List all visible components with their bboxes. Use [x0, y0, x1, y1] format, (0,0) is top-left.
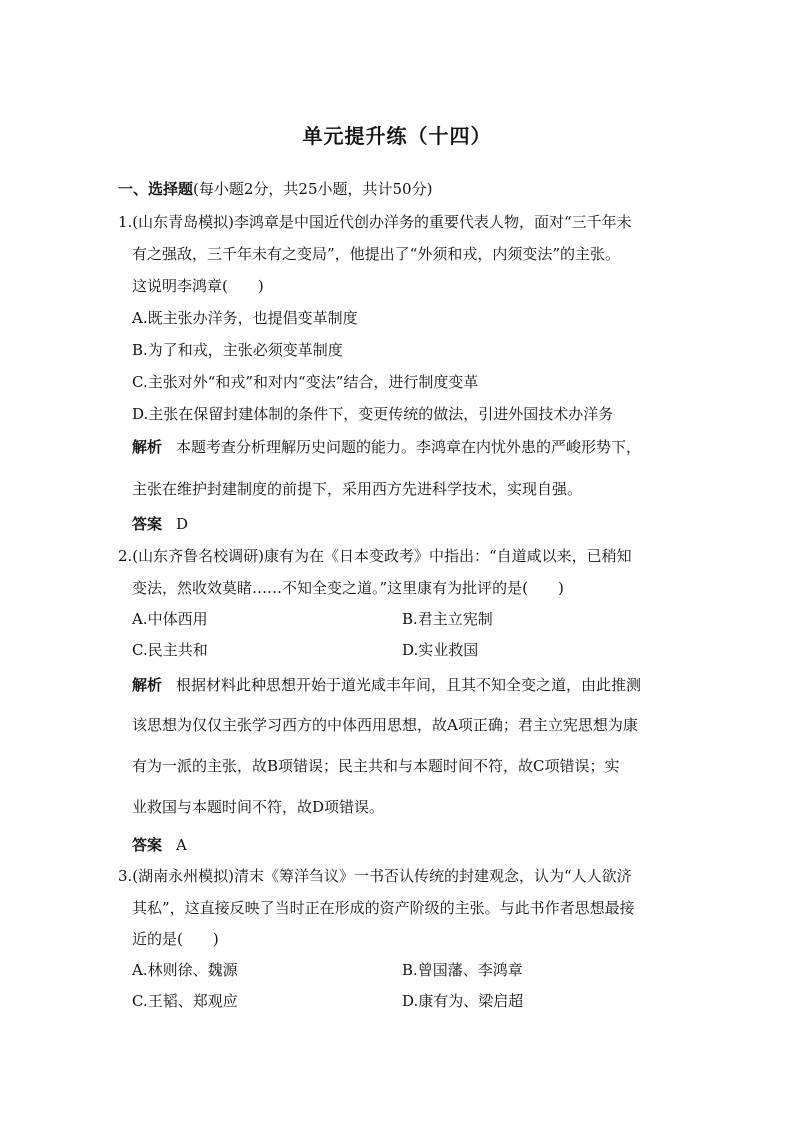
q2-analysis-line-3: 有为一派的主张，故B项错误；民主共和与本题时间不符，故C项错误；实	[132, 757, 620, 775]
q1-stem-line-3: 这说明李鸿章( )	[132, 277, 264, 295]
section-heading-note: (每小题2分，共25小题，共计50分)	[193, 180, 433, 198]
q3-stem-line-3: 近的是( )	[132, 930, 219, 948]
q1-stem-line-1: 1.(山东青岛模拟)李鸿章是中国近代创办洋务的重要代表人物，面对“三千年未	[118, 213, 632, 231]
q1-option-b: B.为了和戎，主张必须变革制度	[132, 341, 343, 359]
q2-analysis-line-1	[132, 675, 641, 695]
q2-option-a: A.中体西用	[132, 610, 208, 628]
page-title: 单元提升练（十四）	[302, 124, 492, 148]
q1-option-a: A.既主张办洋务，也提倡变革制度	[132, 309, 358, 327]
q1-answer-label: 答案	[132, 515, 163, 533]
section-heading	[118, 178, 432, 199]
q1-answer-value: D	[176, 515, 189, 533]
section-heading-label: 一、选择题	[118, 180, 194, 198]
q3-stem-line-1: 3.(湖南永州模拟)清末《筹洋刍议》一书否认传统的封建观念，认为“人人欲济	[118, 867, 632, 885]
q1-analysis-text-1: 本题考查分析理解历史问题的能力。李鸿章在内忧外患的严峻形势下，	[176, 438, 642, 456]
q2-analysis-label: 解析	[132, 676, 163, 694]
q3-option-a: A.林则徐、魏源	[132, 961, 238, 979]
q3-option-d: D.康有为、梁启超	[402, 992, 524, 1010]
q1-option-c: C.主张对外“和戎”和对内“变法”结合，进行制度变革	[132, 373, 479, 391]
q2-analysis-text-1: 根据材料此种思想开始于道光咸丰年间，且其不知全变之道，由此推测	[176, 676, 642, 694]
q2-option-b: B.君主立宪制	[402, 610, 493, 628]
q1-analysis-line-2: 主张在维护封建制度的前提下，采用西方先进科学技术，实现自强。	[132, 480, 583, 498]
q2-answer-value: A	[176, 836, 187, 854]
q1-answer	[132, 514, 188, 534]
q2-analysis-line-4: 业救国与本题时间不符，故D项错误。	[132, 798, 385, 816]
q2-option-c: C.民主共和	[132, 641, 208, 659]
q2-answer-label: 答案	[132, 836, 163, 854]
q1-stem-line-2: 有之强敌，三千年未有之变局”，他提出了“外须和戎，内须变法”的主张。	[132, 245, 621, 263]
q1-analysis-label: 解析	[132, 438, 163, 456]
q3-option-b: B.曾国藩、李鸿章	[402, 961, 523, 979]
q2-stem-line-1: 2.(山东齐鲁名校调研)康有为在《日本变政考》中指出：“自道咸以来，已稍知	[118, 547, 632, 565]
q2-option-d: D.实业救国	[402, 641, 479, 659]
q2-stem-line-2: 变法，然收效莫睹……不知全变之道。”这里康有为批评的是( )	[132, 579, 564, 597]
q1-analysis-line-1	[132, 437, 641, 457]
q3-option-c: C.王韬、郑观应	[132, 992, 238, 1010]
q3-stem-line-2: 其私”，这直接反映了当时正在形成的资产阶级的主张。与此书作者思想最接	[132, 899, 635, 917]
q2-analysis-line-2: 该思想为仅仅主张学习西方的中体西用思想，故A项正确；君主立宪思想为康	[132, 716, 638, 734]
q1-option-d: D.主张在保留封建体制的条件下，变更传统的做法，引进外国技术办洋务	[132, 405, 614, 423]
q2-answer	[132, 835, 187, 855]
